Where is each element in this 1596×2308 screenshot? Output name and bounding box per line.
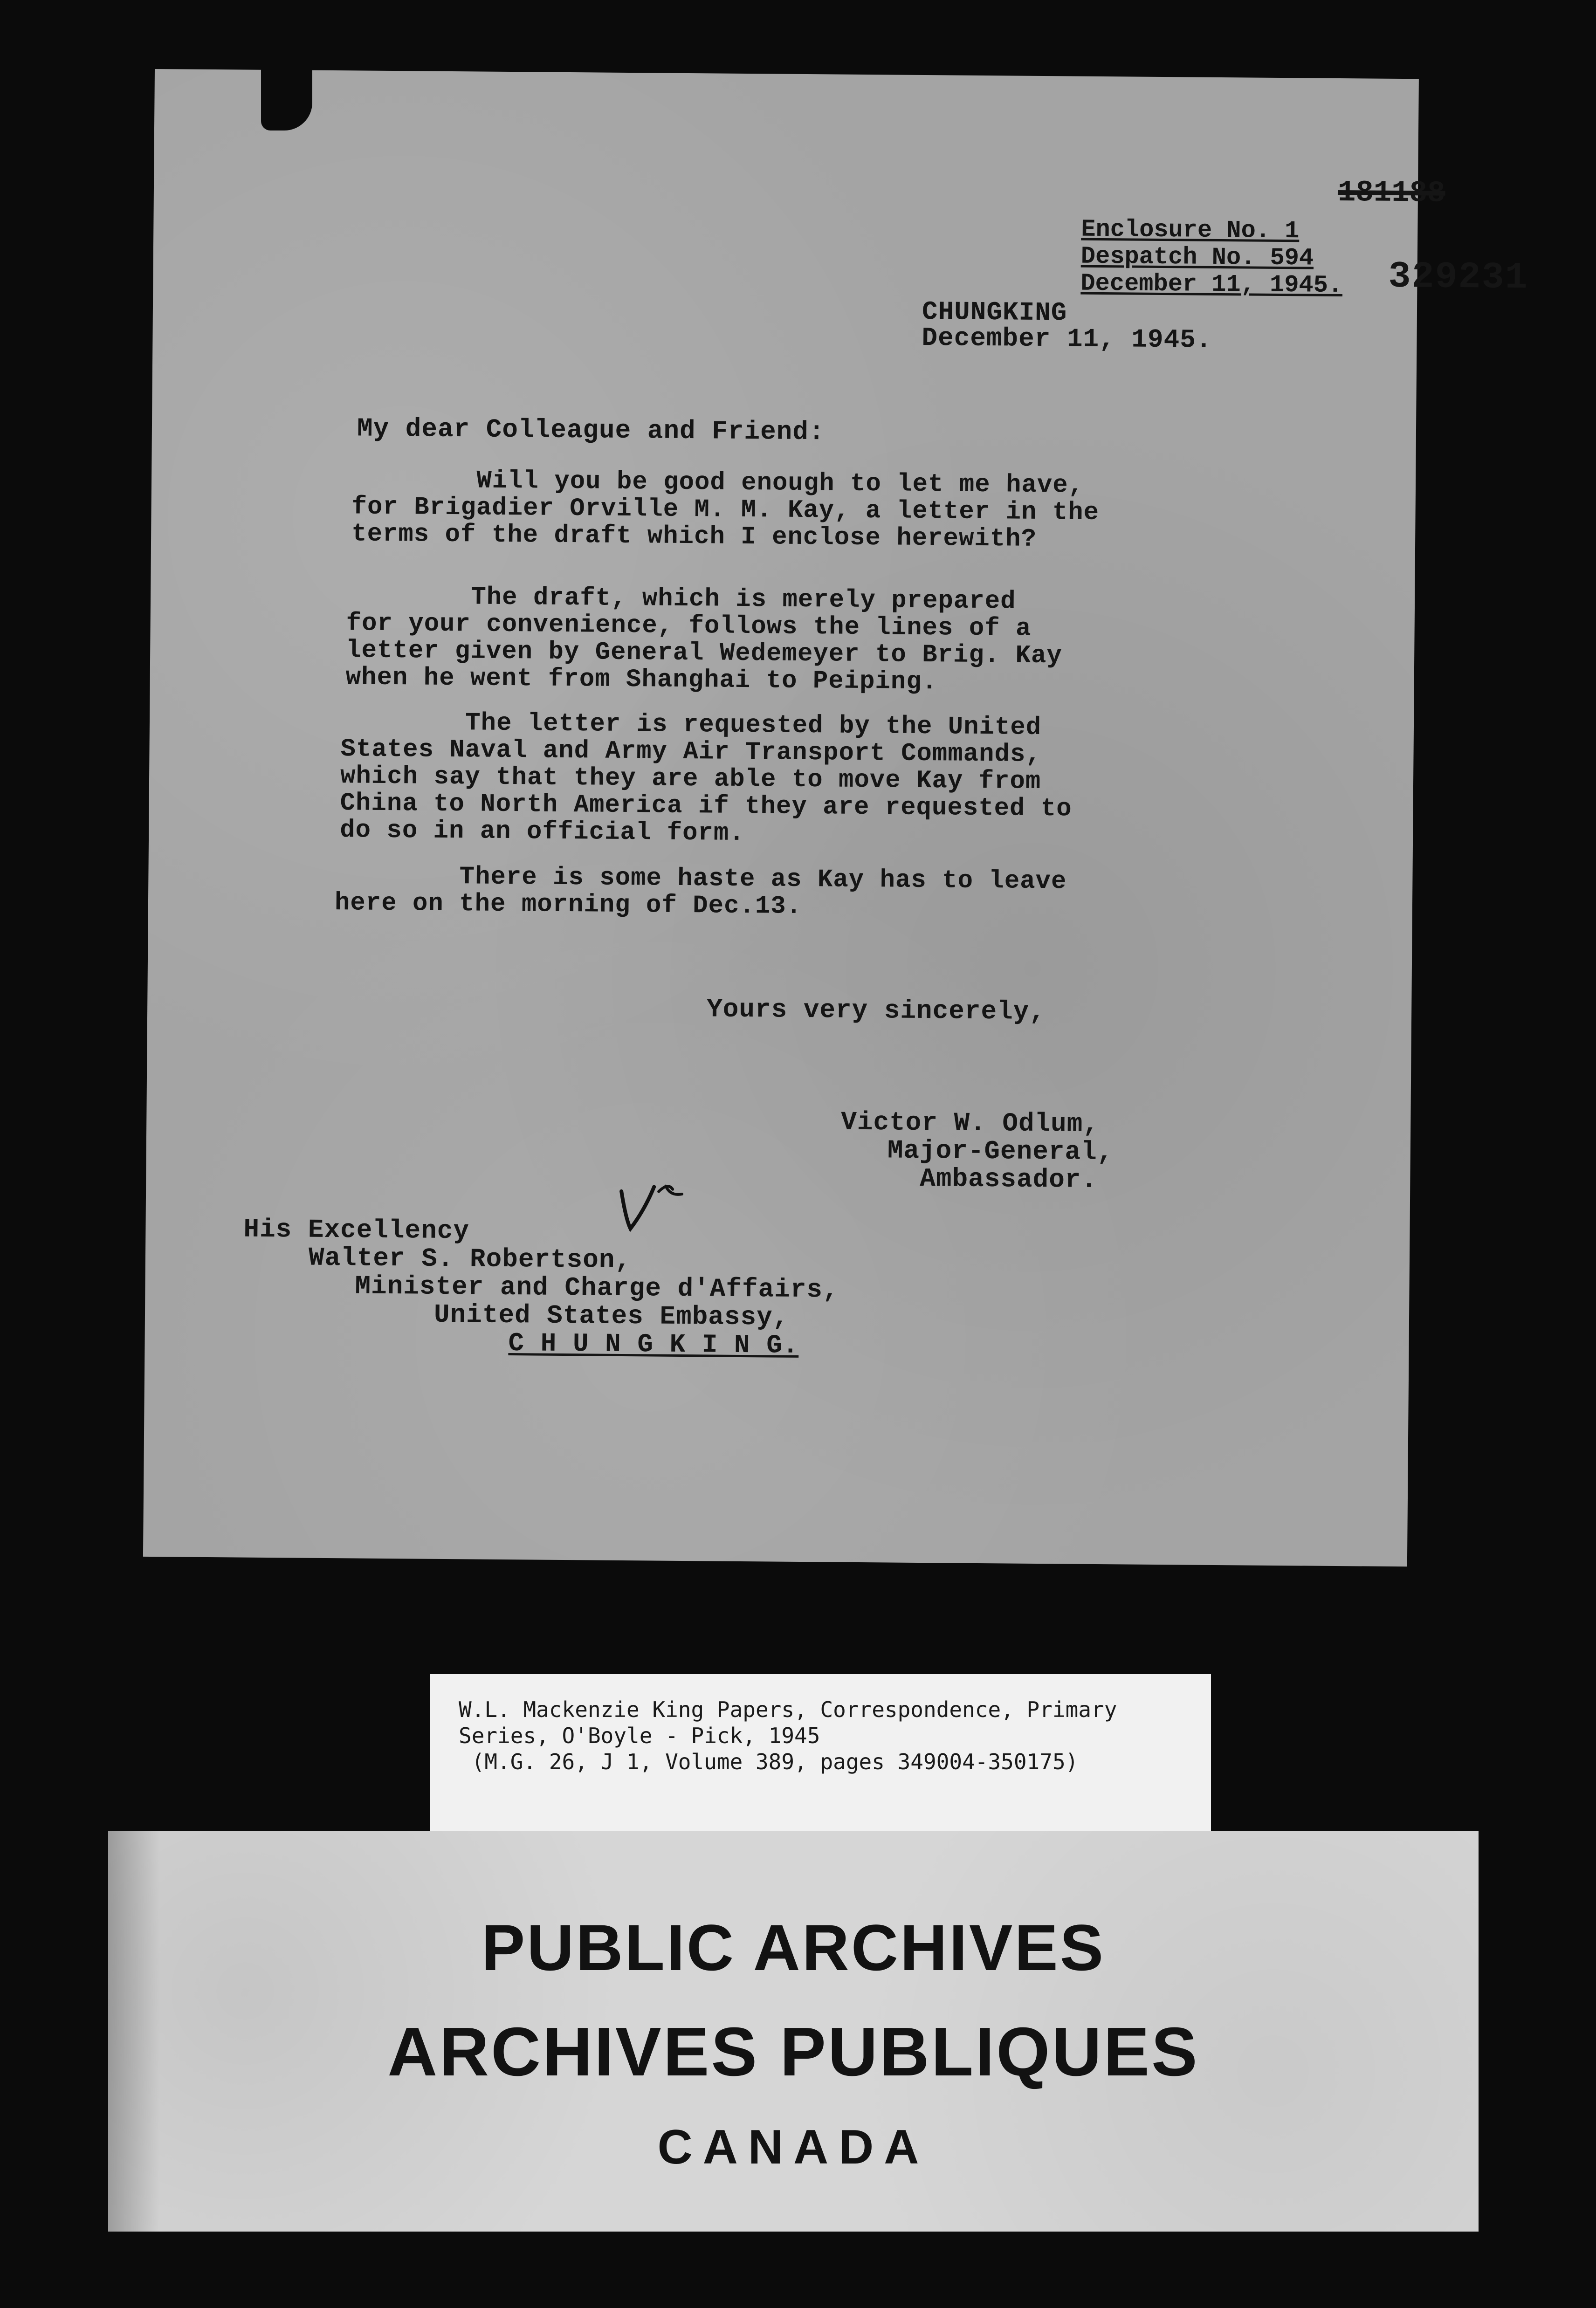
enclosure-label: Enclosure No. 1 — [1081, 215, 1300, 245]
paragraph-3: The letter is requested by the United States Naval and Army Air Transport Commands, which say that they are able to move Kay from China to North America if they are requested to do so in an official form. — [339, 708, 1072, 848]
addressee-line-4: United States Embassy, — [433, 1299, 789, 1333]
archive-label-line-3: (M.G. 26, J 1, Volume 389, pages 349004-350175) — [459, 1749, 1079, 1774]
reference-block — [1080, 216, 1343, 299]
signature-title: Ambassador. — [920, 1163, 1098, 1195]
archive-page-number: 329231 — [1388, 255, 1528, 300]
letter-date: December 11, 1945. — [922, 323, 1212, 355]
signature-name: Victor W. Odlum, — [841, 1107, 1100, 1139]
addressee-line-1: His Excellency — [243, 1214, 470, 1246]
addressee-line-2: Walter S. Robertson, — [308, 1243, 632, 1276]
public-archives-stamp — [108, 1831, 1479, 2232]
stamp-line-english: PUBLIC ARCHIVES — [481, 1911, 1106, 1984]
addressee-line-3: Minister and Charge d'Affairs, — [355, 1271, 839, 1305]
torn-corner — [261, 56, 312, 131]
reference-date-label: December 11, 1945. — [1080, 269, 1343, 300]
despatch-label: Despatch No. 594 — [1080, 242, 1314, 272]
addressee-line-5: C H U N G K I N G. — [508, 1328, 799, 1360]
archive-label-line-2: Series, O'Boyle - Pick, 1945 — [459, 1723, 820, 1748]
handwritten-check-mark — [612, 1173, 696, 1238]
stamp-line-country: CANADA — [657, 2120, 929, 2174]
archive-label-line-1: W.L. Mackenzie King Papers, Correspondence, Primary — [459, 1697, 1117, 1722]
letter-page — [143, 69, 1528, 1566]
paragraph-1: Will you be good enough to let me have, for Brigadier Orville M. M. Kay, a letter in the terms of the draft which I enclose herewith? — [351, 466, 1100, 554]
paragraph-2: The draft, which is merely prepared for your convenience, follows the lines of a letter given by General Wedemeyer to Brig. Kay when he went from Shanghai to Peiping. — [345, 582, 1063, 697]
signature-rank: Major-General, — [887, 1135, 1114, 1168]
place-name: CHUNGKING — [922, 296, 1067, 328]
paragraph-4: There is some haste as Kay has to leave here on the morning of Dec.13. — [334, 862, 1067, 921]
archive-reference-label — [430, 1674, 1211, 1840]
struck-reference-number: 181188 — [1337, 176, 1445, 211]
salutation: My dear Colleague and Friend: — [357, 413, 825, 447]
stamp-line-french: ARCHIVES PUBLIQUES — [387, 2013, 1199, 2090]
closing: Yours very sincerely, — [706, 994, 1046, 1027]
